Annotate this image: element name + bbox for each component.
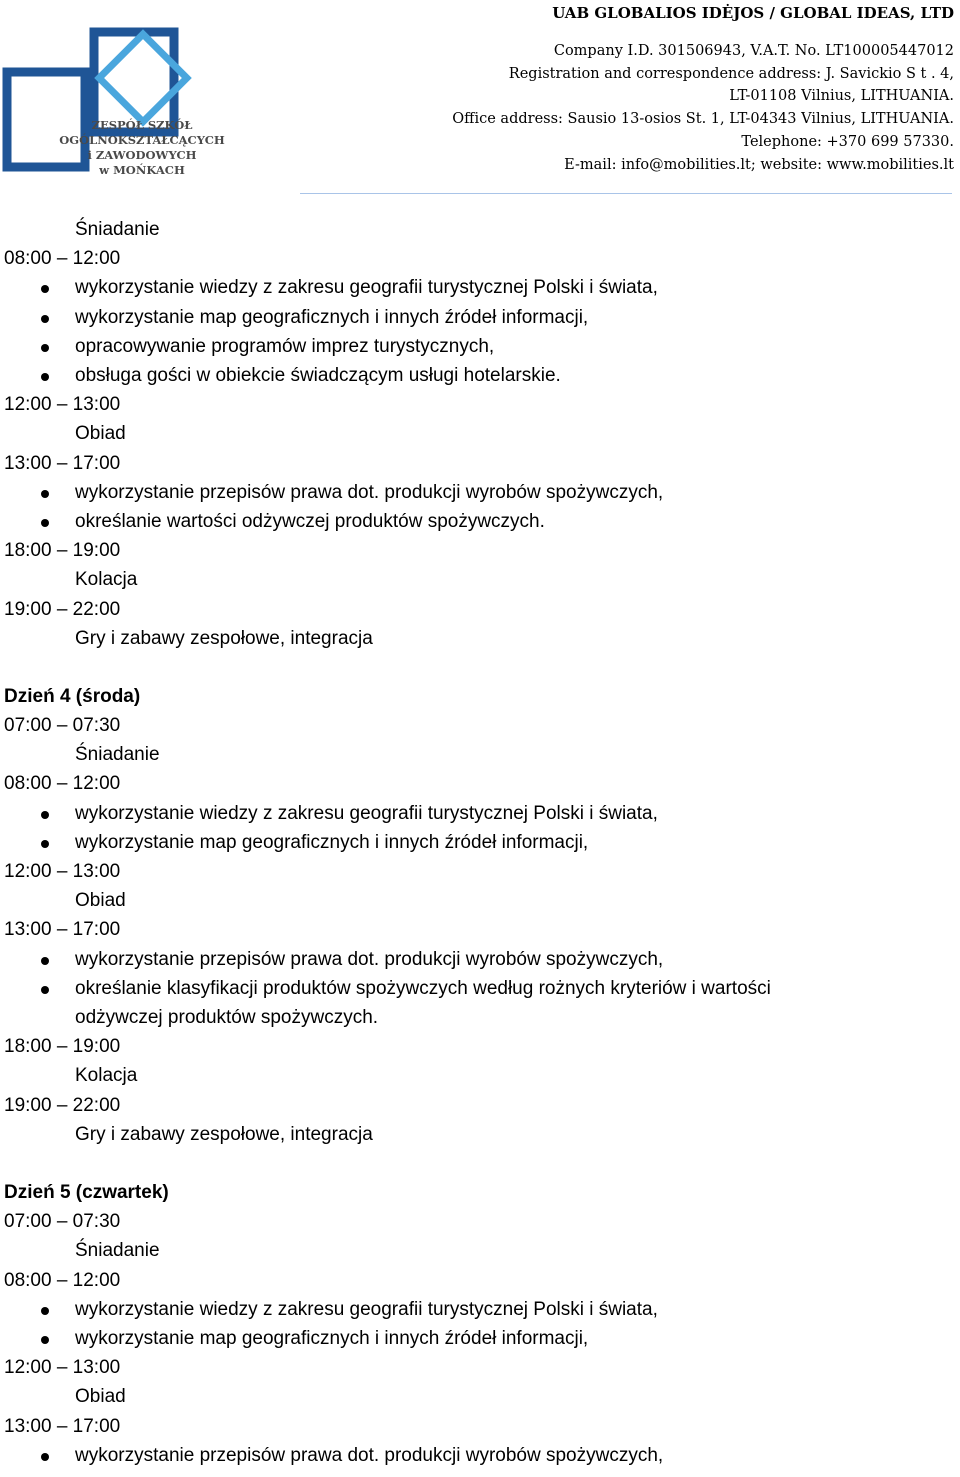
list-item: wykorzystanie map geograficznych i innych źródeł informacji, — [4, 1324, 944, 1353]
bullet-icon — [41, 1336, 49, 1344]
time-slot: 07:00 – 07:30 — [4, 715, 121, 737]
bullet-icon — [41, 1307, 49, 1315]
time-slot: 18:00 – 19:00 — [4, 1036, 121, 1058]
time-slot: 07:00 – 07:30 — [4, 1211, 121, 1233]
list-item: określanie wartości odżywczej produktów spożywczych. — [4, 507, 944, 536]
time-slot: 13:00 – 17:00 — [4, 1415, 121, 1437]
list-item: wykorzystanie wiedzy z zakresu geografii turystycznej Polski i świata, — [4, 799, 944, 828]
time-slot: 08:00 – 12:00 — [4, 773, 121, 795]
spacer — [4, 653, 944, 682]
bullet-icon — [41, 344, 49, 352]
list-item: wykorzystanie przepisów prawa dot. produkcji wyrobów spożywczych, — [4, 945, 944, 974]
time-slot: 19:00 – 22:00 — [4, 598, 121, 620]
meal-label: Kolacja — [75, 569, 138, 591]
day-heading: Dzień 4 (środa) — [4, 685, 141, 707]
list-item: wykorzystanie przepisów prawa dot. produkcji wyrobów spożywczych, — [4, 478, 944, 507]
office-address-line: Office address: Sausio 13-osios St. 1, LT-04343 Vilnius, LITHUANIA. — [452, 111, 954, 128]
spacer — [4, 1149, 944, 1178]
time-slot: 08:00 – 12:00 — [4, 1269, 121, 1291]
bullet-icon — [41, 519, 49, 527]
list-item: wykorzystanie wiedzy z zakresu geografii turystycznej Polski i świata, — [4, 273, 944, 302]
bullet-icon — [41, 1453, 49, 1461]
list-item: wykorzystanie przepisów prawa dot. produkcji wyrobów spożywczych, — [4, 1441, 944, 1470]
email-website-line: E-mail: info@mobilities.lt; website: www.mobilities.lt — [564, 156, 954, 173]
evening-activity: Gry i zabawy zespołowe, integracja — [75, 1123, 373, 1145]
list-item: wykorzystanie map geograficznych i innych źródeł informacji, — [4, 828, 944, 857]
time-slot: 19:00 – 22:00 — [4, 1094, 121, 1116]
day-heading: Dzień 5 (czwartek) — [4, 1181, 169, 1203]
time-slot: 12:00 – 13:00 — [4, 394, 121, 416]
meal-label: Śniadanie — [75, 1240, 160, 1262]
bullet-icon — [41, 811, 49, 819]
meal-label: Obiad — [75, 890, 126, 912]
logo-text: ZESPÓŁ SZKÓŁ OGÓLNOKSZTAŁCĄCYCH i ZAWODOWYCH w MOŃKACH — [59, 118, 225, 177]
bullet-icon — [41, 840, 49, 848]
meal-label: Kolacja — [75, 1065, 138, 1087]
bullet-icon — [41, 373, 49, 381]
telephone-line: Telephone: +370 699 57330. — [741, 133, 954, 150]
evening-activity: Gry i zabawy zespołowe, integracja — [75, 627, 373, 649]
time-slot: 12:00 – 13:00 — [4, 1357, 121, 1379]
meal-label: Śniadanie — [75, 744, 160, 766]
bullet-icon — [41, 490, 49, 498]
header-divider — [300, 193, 952, 194]
company-info — [452, 2, 954, 177]
company-id-line: Company I.D. 301506943, V.A.T. No. LT100005447012 — [553, 42, 954, 59]
school-logo — [2, 22, 232, 182]
meal-label: Śniadanie — [75, 219, 160, 240]
time-slot: 12:00 – 13:00 — [4, 861, 121, 883]
time-slot: 18:00 – 19:00 — [4, 540, 121, 562]
time-slot: 13:00 – 17:00 — [4, 919, 121, 941]
list-item: opracowywanie programów imprez turystycznych, — [4, 332, 944, 361]
list-item: obsługa gości w obiekcie świadczącym usługi hotelarskie. — [4, 361, 944, 390]
meal-label: Obiad — [75, 1386, 126, 1408]
bullet-icon — [41, 315, 49, 323]
bullet-icon — [41, 957, 49, 965]
list-item: wykorzystanie wiedzy z zakresu geografii turystycznej Polski i świata, — [4, 1295, 944, 1324]
bullet-icon — [41, 986, 49, 994]
registration-address-line: Registration and correspondence address: J. Savickio S t . 4, — [508, 65, 954, 82]
bullet-icon — [41, 285, 49, 293]
meal-label: Obiad — [75, 423, 126, 445]
schedule-body — [4, 215, 944, 1470]
letterhead — [0, 0, 960, 200]
list-item: wykorzystanie map geograficznych i innych źródeł informacji, — [4, 303, 944, 332]
time-slot: 13:00 – 17:00 — [4, 452, 121, 474]
company-name: UAB GLOBALIOS IDĖJOS / GLOBAL IDEAS, LTD — [552, 4, 954, 22]
time-slot: 08:00 – 12:00 — [4, 248, 121, 270]
registration-city-line: LT-01108 Vilnius, LITHUANIA. — [729, 88, 954, 105]
list-item: określanie klasyfikacji produktów spożywczych według rożnych kryteriów i wartości odżywczej produktów spożywczych. — [4, 974, 835, 1032]
